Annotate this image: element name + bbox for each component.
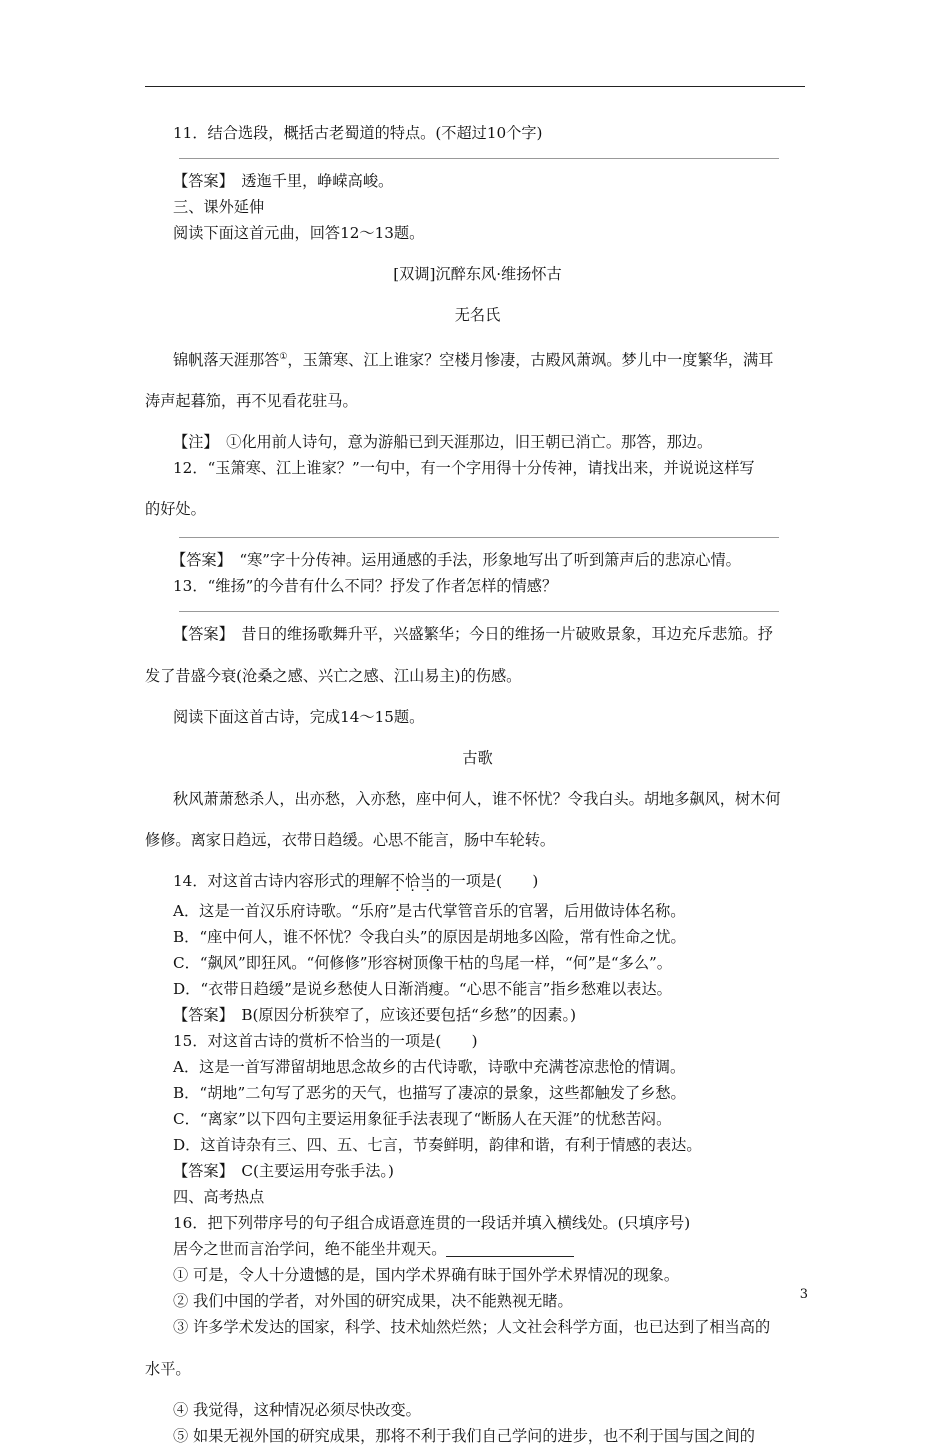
sentence-2: ② 我们中国的学者，对外国的研究成果，决不能熟视无睹。 <box>173 1292 573 1311</box>
question-14-stem-end: 的一项是( ) <box>435 872 539 891</box>
question-13: 13．“维扬”的今昔有什么不同？抒发了作者怎样的情感？ <box>173 577 558 596</box>
page-content <box>145 120 810 1449</box>
reading-intro-2: 阅读下面这首古诗，完成14～15题。 <box>173 707 425 726</box>
sentence-4: ④ 我觉得，这种情况必须尽快改变。 <box>173 1400 421 1419</box>
section-heading-3: 三、课外延伸 <box>173 198 265 216</box>
reading-intro-1: 阅读下面这首元曲，回答12～13题。 <box>173 224 425 242</box>
poem1-text-b: ，玉箫寒、江上谁家？空楼月惨凄，古殿风萧飒。梦儿中一度繁华，满耳 <box>287 350 774 369</box>
question-15: 15．对这首古诗的赏析不恰当的一项是( ) <box>173 1032 478 1051</box>
page-number: 3 <box>799 1287 808 1302</box>
answer-13-line2: 发了昔盛今衰(沧桑之感、兴亡之感、江山易主)的伤感。 <box>145 666 522 685</box>
answer-15: 【答案】 C(主要运用夸张手法。) <box>173 1162 394 1181</box>
emphasis-char: 恰 <box>404 872 421 891</box>
question-16: 16．把下列带序号的句子组合成语意连贯的一段话并填入横线处。(只填序号) <box>173 1214 691 1233</box>
sentence-5: ⑤ 如果无视外国的研究成果，那将不利于我们自己学问的进步，也不利于国与国之间的 <box>173 1426 755 1445</box>
lead-sentence: 居今之世而言治学问，绝不能坐井观天。 <box>173 1240 447 1259</box>
poem1-note: 【注】 ①化用前人诗句，意为游船已到天涯那边，旧王朝已消亡。那答，那边。 <box>173 432 713 451</box>
question-12-line2: 的好处。 <box>145 500 206 519</box>
section-heading-4: 四、高考热点 <box>173 1188 265 1207</box>
option-14-c: C．“飙风”即狂风。“何修修”形容树顶像干枯的鸟尾一样，“何”是“多么”。 <box>173 954 672 973</box>
answer-line <box>179 158 779 159</box>
answer-14: 【答案】 B(原因分析狭窄了，应该还要包括“乡愁”的因素。) <box>173 1006 577 1025</box>
answer-line <box>179 611 779 612</box>
footnote-marker: ① <box>279 351 288 362</box>
emphasis-char: 不 <box>389 872 405 891</box>
option-15-a: A．这是一首写滞留胡地思念故乡的古代诗歌，诗歌中充满苍凉悲怆的情调。 <box>173 1058 686 1077</box>
sentence-3-line2: 水平。 <box>145 1359 191 1378</box>
question-11: 11．结合选段，概括古老蜀道的特点。(不超过10个字) <box>173 124 543 142</box>
option-14-b: B．“座中何人，谁不怀忧？令我白头”的原因是胡地多凶险，常有性命之忧。 <box>173 928 686 947</box>
poem1-text-a: 锦帆落天涯那答 <box>173 350 280 369</box>
poem1-line2: 涛声起暮笳，再不见看花驻马。 <box>145 391 358 410</box>
option-14-d: D．“衣带日趋缓”是说乡愁使人日渐消瘦。“心思不能言”指乡愁难以表达。 <box>173 980 672 999</box>
answer-line <box>179 537 779 538</box>
answer-13-line1: 【答案】 昔日的维扬歌舞升平，兴盛繁华；今日的维扬一片破败景象，耳边充斥悲笳。抒 <box>173 625 773 644</box>
poem1-line1 <box>145 344 810 373</box>
question-16-lead <box>145 1236 810 1262</box>
option-14-a: A．这是一首汉乐府诗歌。“乐府”是古代掌管音乐的官署，后用做诗体名称。 <box>173 902 686 921</box>
option-15-b: B．“胡地”二句写了恶劣的天气，也描写了凄凉的景象，这些都触发了乡愁。 <box>173 1084 686 1103</box>
emphasis-char: 当 <box>420 872 436 891</box>
header-rule <box>145 86 805 87</box>
fill-blank[interactable] <box>446 1240 574 1257</box>
answer-12: 【答案】 “寒”字十分传神。运用通感的手法，形象地写出了听到箫声后的悲凉心情。 <box>171 551 741 570</box>
poem2-line2: 修修。离家日趋远，衣带日趋缓。心思不能言，肠中车轮转。 <box>145 831 556 850</box>
poem1-title: [双调]沉醉东风·维扬怀古 <box>393 265 562 284</box>
sentence-3-line1: ③ 许多学术发达的国家，科学、技术灿然烂然；人文社会科学方面，也已达到了相当高的 <box>173 1318 771 1337</box>
answer-11: 【答案】 透迤千里，峥嵘高峻。 <box>173 172 394 190</box>
question-14 <box>145 868 810 894</box>
option-15-c: C．“离家”以下四句主要运用象征手法表现了“断肠人在天涯”的忧愁苦闷。 <box>173 1110 672 1129</box>
poem1-author: 无名氏 <box>454 306 501 325</box>
question-14-stem: 14．对这首古诗内容形式的理解 <box>173 872 390 891</box>
poem2-title: 古歌 <box>462 748 493 767</box>
poem2-line1: 秋风萧萧愁杀人，出亦愁，入亦愁，座中何人，谁不怀忧？令我白头。胡地多飙风，树木何 <box>173 790 781 809</box>
question-12-line1: 12．“玉箫寒、江上谁家？”一句中，有一个字用得十分传神，请找出来，并说说这样写 <box>173 458 755 477</box>
sentence-1: ① 可是，令人十分遗憾的是，国内学术界确有昧于国外学术界情况的现象。 <box>173 1266 680 1285</box>
option-15-d: D．这首诗杂有三、四、五、七言，节奏鲜明，韵律和谐，有利于情感的表达。 <box>173 1136 702 1155</box>
